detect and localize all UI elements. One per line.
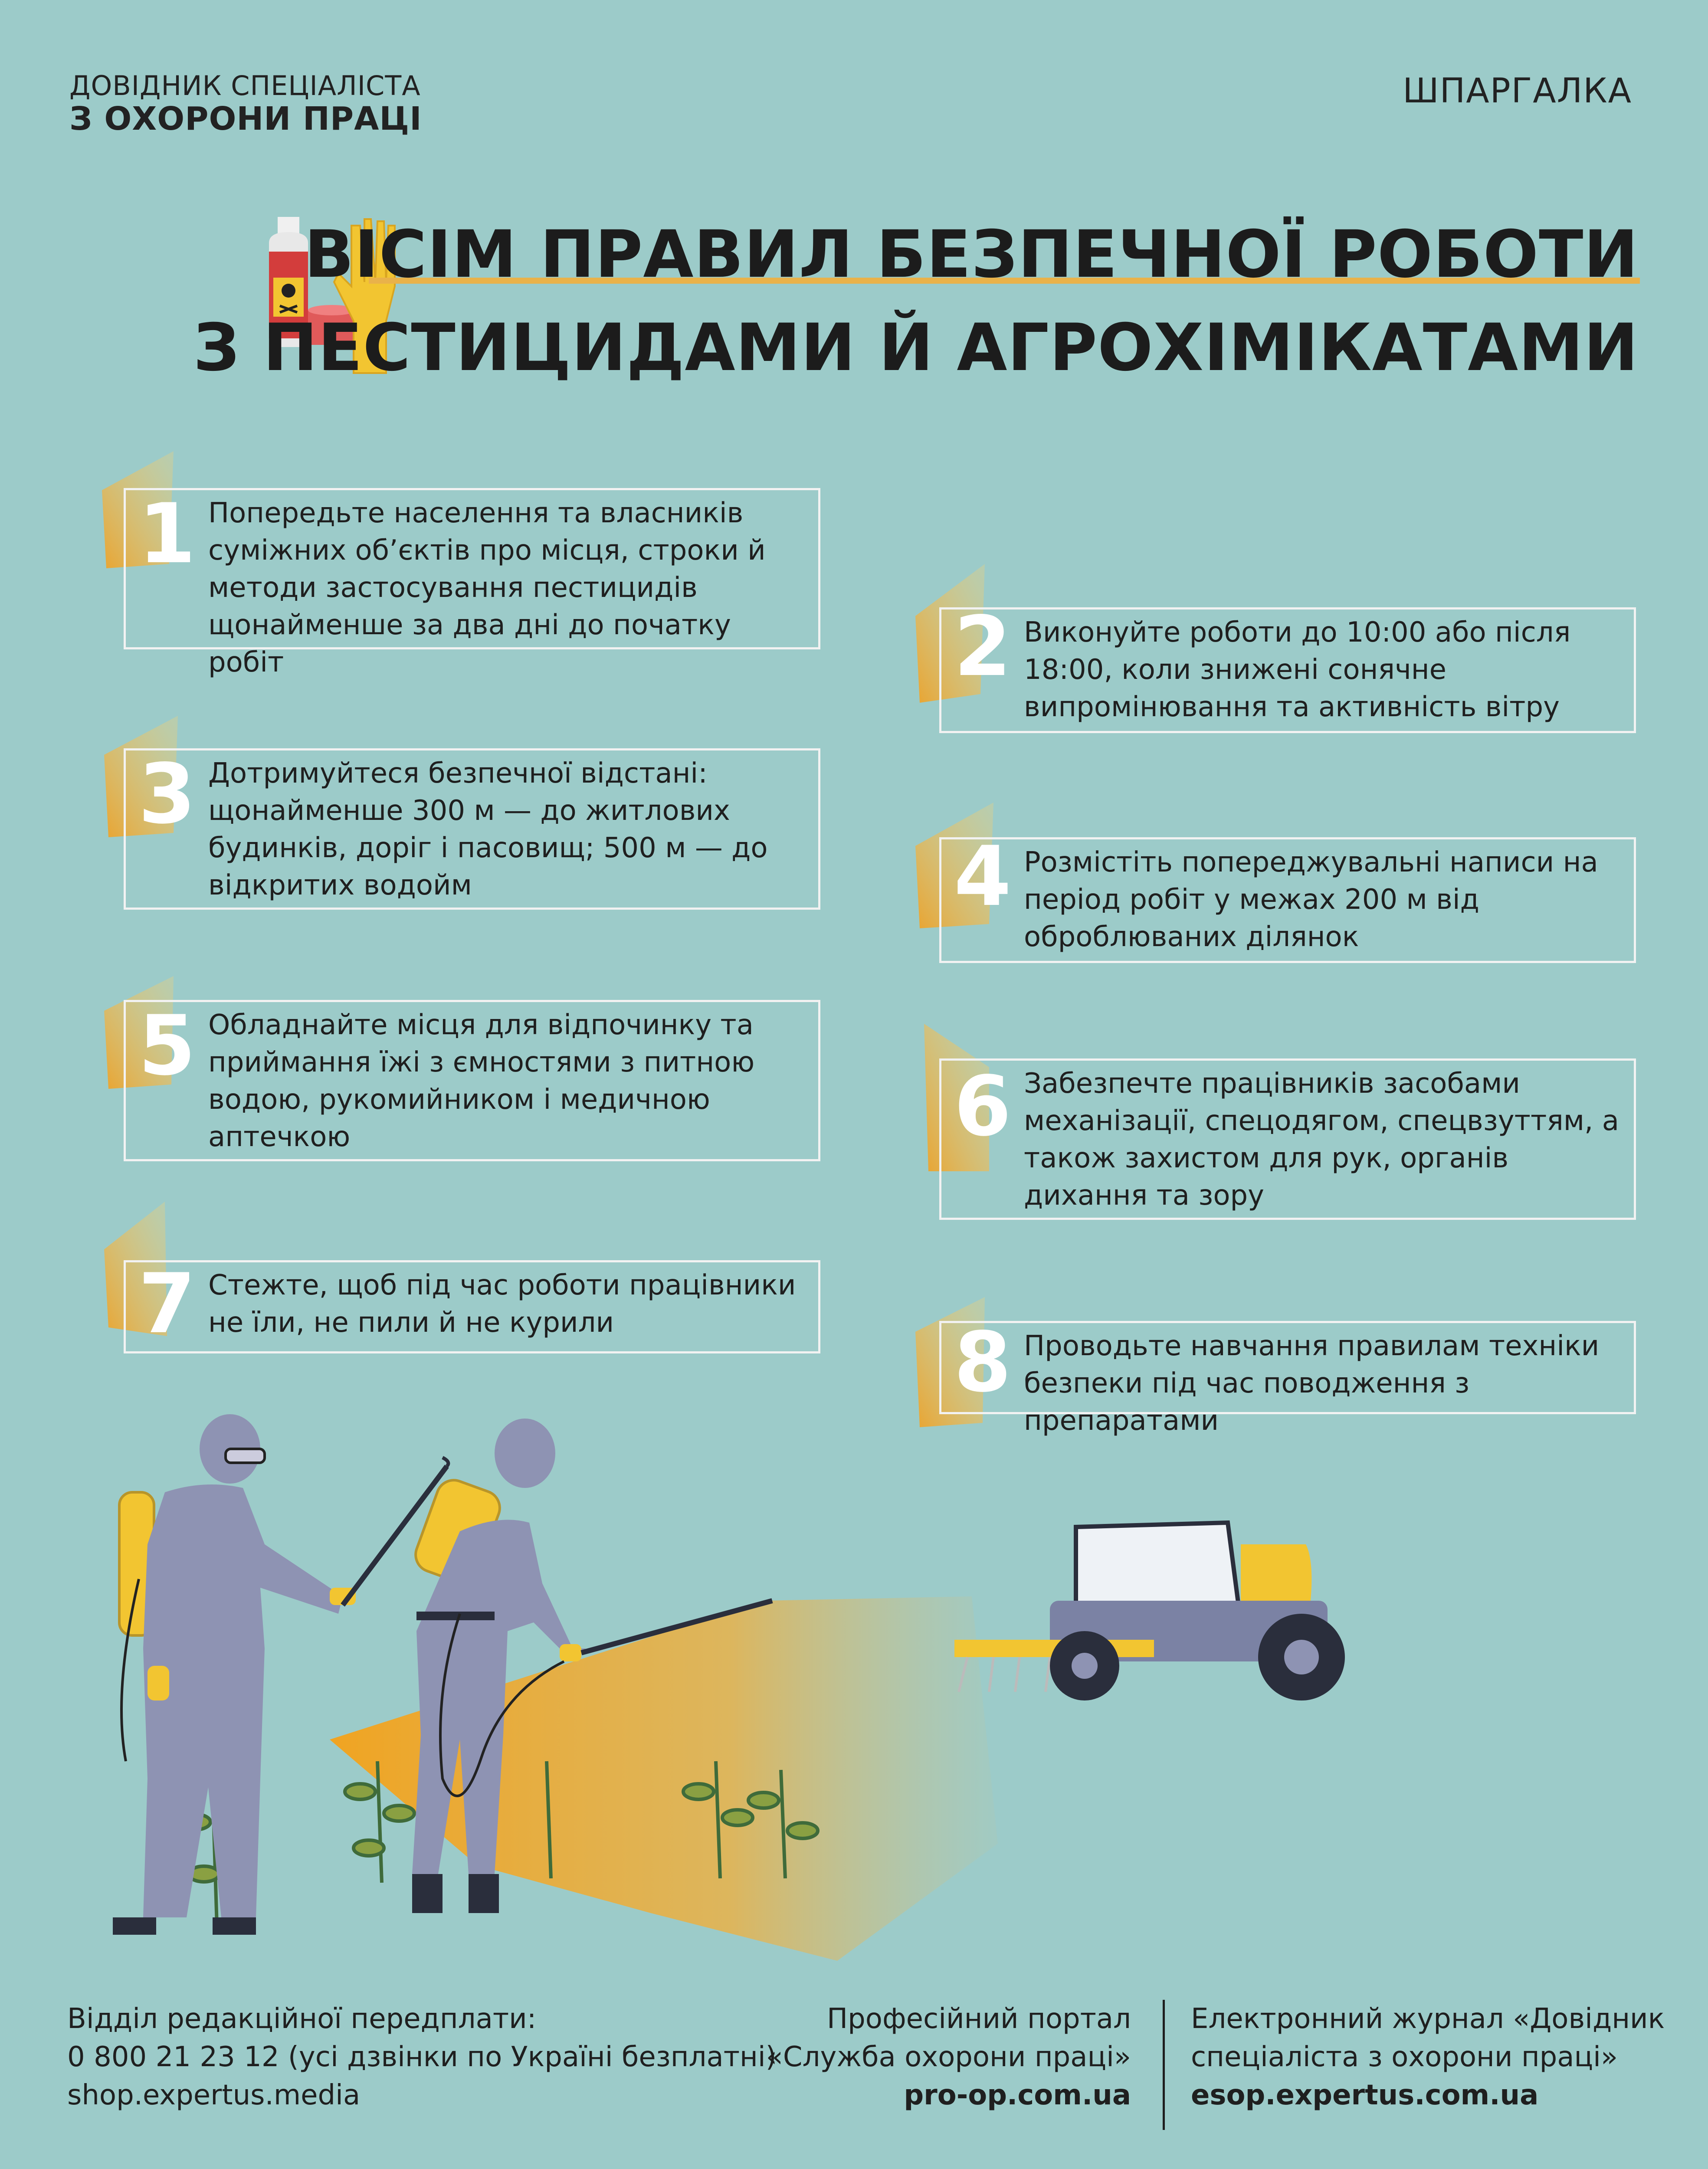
rule-3-number: 3 [138,746,196,842]
footer-journal-line-1: Електронний журнал «Довідник [1191,2003,1665,2035]
rule-6-number: 6 [954,1058,1012,1154]
footer-phone: 0 800 21 23 12 (усі дзвінки по Україні безплатні) [67,2041,777,2073]
rule-2-text: Виконуйте роботи до 10:00 або після 18:00, коли знижені сонячне випромінювання та активність вітру [1024,616,1571,723]
footer-portal-link[interactable]: pro-op.com.ua [904,2079,1131,2111]
footer-journal-line-2: спеціаліста з охорони праці» [1191,2041,1618,2073]
rule-3-text: Дотримуйтеся безпечної відстані: щонайменше 300 м — до житлових будинків, доріг і пасовищ; 500 м — до відкритих водойм [208,757,768,901]
rule-3-box [124,748,820,910]
rule-1-number: 1 [138,486,196,582]
title-line-1: ВІСІМ ПРАВИЛ БЕЗПЕЧНОЇ РОБОТИ [304,217,1639,292]
rule-4-text: Розмістіть попереджувальні написи на період робіт у межах 200 м від оброблюваних ділянок [1024,846,1598,953]
rule-5-number: 5 [138,998,196,1094]
footer-portal [766,2000,1131,2114]
rule-6-text: Забезпечте працівників засобами механізації, спецодягом, спецвзуттям, а також захистом для рук, органів дихання та зору [1024,1068,1619,1212]
tractor [954,1523,1345,1700]
brand-line-2: З ОХОРОНИ ПРАЦІ [69,100,422,138]
rule-2-box [939,607,1636,733]
worker-1-suit [143,1484,343,1917]
brand [69,69,422,138]
footer-portal-line-1: Професійний портал [827,2003,1131,2035]
rule-1-box [124,488,820,678]
worker-1 [113,1414,448,1935]
page-title [193,208,1639,395]
footer-subscription [67,2000,777,2114]
rule-4-number: 4 [954,829,1012,924]
footer-subscription-title: Відділ редакційної передплати: [67,2003,537,2035]
rule-7-box [124,1260,820,1353]
rule-5-text: Обладнайте місця для відпочинку та приймання їжі з ємностями з питною водою, рукомийником і медичною аптечкою [208,1009,755,1153]
rule-8-text: Проводьте навчання правилам техніки безпеки під час поводження з препаратами [1024,1330,1600,1437]
title-line-2: З ПЕСТИЦИДАМИ Й АГРОХІМІКАТАМИ [193,310,1639,386]
brand-line-1: ДОВІДНИК СПЕЦІАЛІСТА [69,70,421,102]
footer-divider [1163,2000,1165,2130]
rule-7-number: 7 [138,1256,196,1352]
rule-1-text: Попередьте населення та власників суміжних об’єктів про місця, строки й методи застосування пестицидів щонайменше за два дні до початку робіт [208,497,766,678]
footer-journal-link[interactable]: esop.expertus.com.ua [1191,2079,1539,2111]
rule-4-box [939,837,1636,963]
footer-journal [1191,2000,1665,2114]
footer-portal-line-2: «Служба охорони праці» [766,2041,1131,2073]
spraying-illustration [0,1388,1708,1974]
worker-2-hood [495,1419,555,1488]
cheat-sheet-label: ШПАРГАЛКА [1403,72,1632,111]
rule-7-text: Стежте, щоб під час роботи працівники не їли, не пили й не курили [208,1269,796,1339]
footer-shop-link[interactable]: shop.expertus.media [67,2079,361,2111]
rule-5-box [124,1000,820,1161]
rule-6-box [939,1058,1636,1220]
rule-2-number: 2 [954,599,1012,695]
rule-8-number: 8 [954,1314,1012,1410]
